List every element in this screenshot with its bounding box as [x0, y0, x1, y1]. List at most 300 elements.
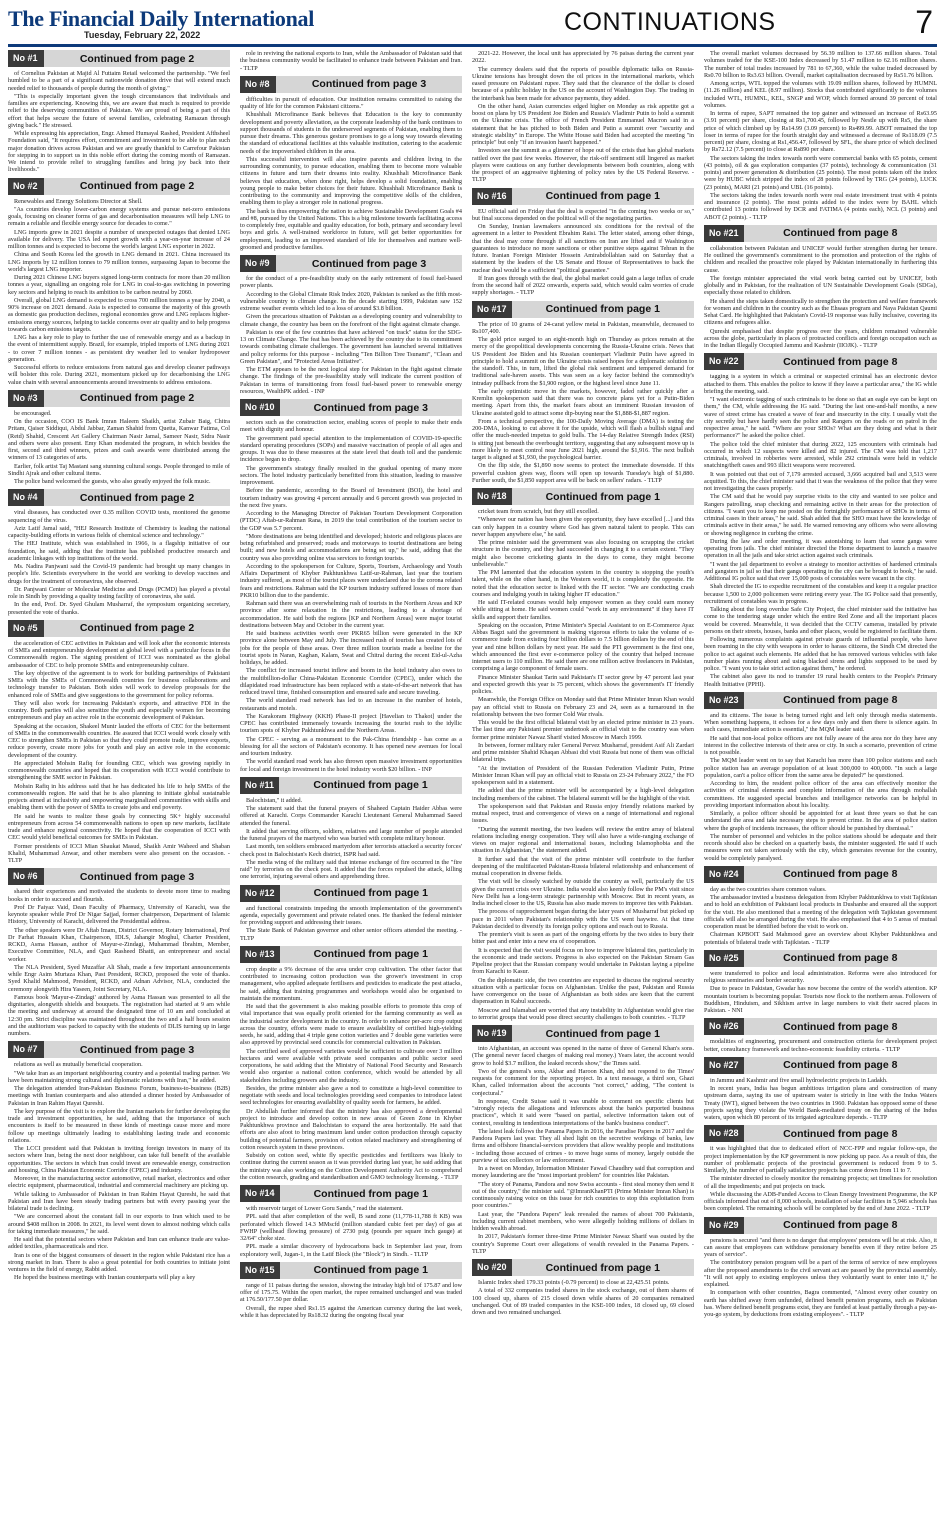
article-paragraph: "This is especially important given the tough circumstances that individuals and families are experiencing. Knowing this, we are aware that much is required to provide relief to the deserving communities of Pakistan. We are proud of being a part of this effort that helps secure the future of several families, celebrating Ramazan through giving back." He stressed. — [8, 92, 230, 129]
article-body — [240, 275, 462, 395]
article-header — [240, 946, 462, 963]
article-paragraph: The latest leak follows the Panama Papers in 2016, the Paradise Papers in 2017 and the Pandora Papers last year. They all shed light on the secretive workings of banks, law firms and offshore financial-services providers that allow wealthy people and institutions - including those accused of crimes - to move huge sums of money, largely outside the purview of tax collectors or law enforcement. — [472, 1127, 694, 1164]
article-paragraph: The LCCI president said that Pakistan is inviting foreign investors in many of its sectors where Iran, being the next door neighbour, can take full benefit of the available opportunities. The sectors in which Iran could invest are renewable energy, construction and housing, China Pakistan Economic Corridor (CPEC) and industry. — [8, 1145, 230, 1174]
article — [704, 50, 937, 221]
article-header — [704, 866, 937, 883]
continuation-kicker: Continued from page 1 — [545, 490, 660, 503]
article-paragraph: During the law and order meeting, it was astonishing to learn that some gangs were operating from jails. The chief minister directed the Home department to launch a massive operation in all the jails and take strict action against such criminals. — [704, 537, 937, 560]
article-number-badge: No #26 — [704, 1018, 744, 1035]
article-paragraph: Among scrips, WTL topped the volumes with 19.09 million shares, followed by HUMNL (11.26 million) and KEL (8.97 million). Stocks that contributed significantly to the volumes included WTL, HUMNL, KEL, SNGP and WOP, which formed around 39 percent of total volumes. — [704, 80, 937, 109]
article-paragraph: Former presidents of ICCI Mian Shaukat Masud, Shaikh Amir Waheed and Shaban Khalid, Muhammad Anwar, and other members were also present on the occasion. - TLTP — [8, 842, 230, 864]
article-paragraph: The minister directed to closely monitor the remaining projects; set timelines for resolution of all the impediments; and put projects on track. — [704, 1175, 937, 1190]
article — [472, 488, 694, 1021]
article-header — [472, 1025, 694, 1042]
page-number: 7 — [915, 4, 933, 40]
article-paragraph: in Jammu and Kashmir and five small hydroelectric projects in Ladakh. — [710, 1076, 888, 1084]
article-paragraph: Khushhali Microfinance Bank believes that Education is the key to community development and poverty alleviation, as the corporate leadership of the bank continues to support thousands of students in the underserved segments of Pakistan, enabling them to pursue their dreams. This generous gesture promises to go a long way towards elevating the standard of educational facilities at this valuable institution, catering to the academic needs of the impoverished children in the area. — [240, 111, 462, 155]
article-paragraph: Two of the general's sons, Akbar and Haroon Khan, did not respond to the Times' requests for comment for the reporting project. In a text message, a third son, Ghazi Khan, called information about the accounts "not correct," adding, "The content is conjectural." — [472, 1067, 694, 1097]
article-number-badge: No #17 — [472, 301, 512, 318]
article-paragraph: China and South Korea led the growth in LNG demand in 2021. China increased its LNG imports by 12 million tonnes to 79 million tonnes, surpassing Japan to become the world's largest LNG importer. — [8, 251, 230, 273]
article — [240, 777, 462, 881]
article-paragraph: Famous book 'Mayur-e-Zindagi' authored by Asma Hassan was presented to all the dignitaries, alongwith shields and bouquets. The registration had started at 9 am while the meeting and underway at around the designated time of 10 am and concluded at 12:30 pm. Strict discipline was maintained throughout the two and a half hours session and the auditorium was packed to capacity with the students of DLIS turning up in large numbers. — [8, 993, 230, 1037]
article-body — [704, 1145, 937, 1212]
article-paragraph: The visit will be closely watched by outside the country as well, particularly the US given the current crisis over Ukraine. India would also keenly follow the PM's visit since New Delhi has a long-term strategic partnership with Moscow. But in recent years, as India inched closer to the US, Russia has also made moves to improve ties with Pakistan. — [472, 878, 694, 907]
article — [8, 50, 230, 174]
article-paragraph: The police told the chief minister that during 2022, 125 encounters with criminals had occurred in which 12 suspects were killed and 82 injured. The CM was told that 1,217 criminals, involved in robberies were arrested, while 292 criminals were held in vehicle snatching/theft cases and 993 illicit weapons were recovered. — [704, 440, 937, 470]
article-paragraph: The bank is thus empowering the nation to achieve Sustainable Development Goals #4 and #8, pursued by the United Nations. This is a big milestone towards facilitating access to completely free, equitable and quality education, for both, primary and secondary level boys and girls. A well-trained workforce in future, will get better opportunities for employment, leading to an improved standard of life for themselves and nurture well-groomed and productive families. — [240, 207, 462, 251]
article-paragraph: According to the Managing Director of Pakistan Tourism Development Corporation (PTDC) Aftab-ur-Rahman Rana, in 2019 the total contribution of the tourism sector to the GDP was 5.7 percent. — [240, 510, 462, 532]
article-paragraph: The ETM appears to be the next logical step for Pakistan in the fight against climate change. The findings of the pre-feasibility study will indicate the current position of Pakistan in terms of transitioning from fossil fuel-based power to renewable energy resources, WealthPK added. - INP — [240, 366, 462, 395]
article-number-badge: No #24 — [704, 866, 744, 883]
article-paragraph: The CM said that he would pay surprise visits to the city and wanted to see police and Rangers patrolling, snap checking and remaining active in their areas for the protection of citizens. "I want you to keep me posted on the fortnightly performance of SHOs in terms of criminal cases in their areas," he said. Shah added that the SHO must have the knowledge of criminals active in their areas," he said. He warned removing any officers who were allowing or showing negligence in curbing the crime. — [704, 493, 937, 537]
article-paragraph: The government paid special attention to the implementation of COVID-19-specific standard operating procedures (SOPs) and massive vaccination of people of all ages and groups. It was due to these measures at the state level that death toll and the pandemic incidence began to drop. — [240, 434, 462, 464]
article-paragraph: According to the spokesperson for Culture, Sports, Tourism, Archaeology and Youth Affairs Department of Khyber Pakhtunkhwa Latif-ur-Rahman, last year the tourism industry suffered, as most of the tourist places were undeclared due to the corona related fears and restrictions. Rahman said the KP tourism industry suffered losses of more than PKR10 billion due to the pandemic. — [240, 562, 462, 599]
article-paragraph: The police band welcomed the guests, who also greatly enjoyed the folk music. — [14, 478, 211, 485]
continuation-kicker: Continued from page 3 — [311, 257, 427, 270]
article — [240, 1185, 462, 1258]
article-paragraph: for the conduct of a pre-feasibility study on the early retirement of fossil fuel-based power plants. — [240, 275, 462, 290]
article-number-badge: No #29 — [704, 1217, 744, 1234]
article-paragraph: The key purpose of the visit is to explore the Iranian markets for further developing the trade and investment opportunities, he said, adding that the importance of such encounters is itself to be measured in these kinds of meetings cause more and more follow up meetings ultimately leading to establishing lasting trade and economic relations. — [8, 1107, 230, 1144]
article-number-badge: No #2 — [8, 178, 44, 195]
article-paragraph: Dr Abdullah further informed that the ministry has also approved a developmental project to introduce and develop cotton in new areas of Green Zone in Khyber Pakhtunkhwa province and Balochistan to expand the area horizontally. He said that efforts are also afoot to bring maximum land under cotton production through capacity building of potential farmers, provision of cotton related machinery and strengthening of cotton research system in these provinces. — [240, 1107, 462, 1151]
article-paragraph: into Afghanistan, an account was opened in the name of three of General Khan's sons. (The general never faced charges of making real money.) Years later, the account would grow to hold $3.7 million, the leaked records show," the Times said. — [472, 1045, 694, 1067]
article-paragraph: sectors such as the construction sector, enabling scores of people to make their ends meet with dignity and honour. — [240, 419, 462, 434]
article-number-badge: No #7 — [8, 1041, 44, 1058]
article-paragraph: In response, Credit Suisse said it was unable to comment on specific clients but "strongly rejects the allegations and inferences about the bank's purported business practices", which it said were "based on partial, selective information taken out of context, resulting in tendentious interpretations of the bank's business conduct". — [472, 1097, 694, 1127]
article-paragraph: Overall, global LNG demand is expected to cross 700 million tonnes a year by 2040, a 90% increase on 2021 demand. Asia is expected to consume the majority of this growth as domestic gas production declines, regional economies grow and LNG replaces higher-emissions energy sources, helping to tackle concerns over air quality and to help progress towards carbon emissions targets. — [8, 296, 230, 333]
article-number-badge: No #1 — [8, 50, 44, 67]
continuation-kicker: Continued from page 3 — [313, 401, 428, 414]
article-paragraph: Chairman KPBOIT Said Mahmood gave an overview about Khyber Pakhtunkhwa and potentials of bilateral trade with Tajikistan. - TLTP — [704, 931, 937, 946]
article-body — [8, 509, 230, 616]
article-number-badge: No #11 — [240, 777, 279, 794]
article — [704, 1057, 937, 1122]
article-paragraph: Dr. Panjwani Center or Molecular Medicine and Drugs (PCMD) has played a pivotal role in Sindh by providing a quality testing facility of coronavirus, she said. — [8, 585, 230, 600]
article-paragraph: modalities of engineering, procurement and construction criteria for development project better, consultancy framework and techno-economic feasibility criteria. - TLTP — [704, 1038, 937, 1053]
continuation-kicker: Continued from page 1 — [313, 948, 428, 961]
article-paragraph: The NLA President, Syed Muzaffar Ali Shah, made a few important announcements while Engr Asim Murtaza Khan, Past President, RCKD, proposed the vote of thanks. Syed Khalid Mahmood, President, RCKD, and Adnan Advisor, NLA, conducted the ceremony alongwith Hira Yaseen, Joint Secretary, NLA. — [8, 963, 230, 993]
article-paragraph: Ms. Nadira Panjwani said the Covid-19 pandemic had brought up many changes in people's life. Scientists everywhere in the world are working to develop vaccines and drugs for the treatment of coronavirus, she observed. — [8, 563, 230, 585]
article-paragraph: It further said that the visit of the prime minister will contribute to the further deepening of the multifaceted Pakistan-Russia bilateral relationship and enhancement of mutual cooperation in diverse fields. — [472, 855, 694, 877]
article — [8, 620, 230, 865]
article-paragraph: were transferred to police and local administration. Reforms were also introduced for religious seminaries and border security. — [704, 969, 937, 984]
article-paragraph: On the diplomatic side, the two countries are expected to discuss the regional security situation with a particular focus on Afghanistan. Unlike the past, Pakistan and Russia have convergence on the issue of Afghanistan as both sides are keen that the current dispensation in Kabul succeeds. — [472, 976, 694, 1006]
continuation-kicker: Continued from page 8 — [783, 355, 898, 368]
article — [704, 225, 937, 350]
article-paragraph: range of 11 paisas during the session, showing the intraday high bid of 175.87 and low offer of 175.75. Within the open market, the rupee remained unchanged and was traded at 176.50/177.50 per dollar. — [240, 1281, 462, 1304]
article-body — [240, 419, 462, 773]
article-paragraph: He shared the steps taken domestically to strengthen the protection and welfare framework for women and children in the country such as the Ehsaas program and Naya Pakistan Qaumi Sehat Card. He highlighted that Pakistan's Covid-19 response was fully inclusive, covering its citizens and refugees alike. — [704, 297, 937, 327]
masthead — [8, 6, 937, 42]
article-paragraph: On Sunday, Iranian lawmakers announced six conditions for the revival of the agreement in a letter to President Ebrahim Raisi. The letter stated, among other things, that the deal may come through if all sanctions on Iran are lifted and if Washington guarantees to introduce no more sanctions or other punitive steps against Tehran in the future. Iranian Foreign Minister Hossein Amirabdollahian said on Saturday that a statement by the leaders of the US Senate and House of Representatives to back the nuclear deal would be a sufficient "political guarantee." — [472, 223, 694, 274]
article-paragraph: Besides, the prime minister also gave a nod to constitute a high-level committee to negotiate with seeds and local technologies providing seed companies to introduce latest seed technologies for ensuring availability of quality seeds for farmers, he added. — [240, 1084, 462, 1107]
article-paragraph: Talking about the long overdue Safe City Project, the chief minister said the initiative has come to the tendering stage under which the entire Red Zone and all the important places would be covered. Meanwhile, it was decided that the CCTV cameras, installed by private persons on their streets, houses, banks and other places, would be registered to facilitate them. — [704, 606, 937, 635]
article — [704, 1217, 937, 1319]
article-paragraph: The early optimistic move in the markets, however, faded rather quickly after a Kremlin spokesperson said that there was no concrete plans yet for a Putin-Biden meeting. Apart from this, the market fears about an imminent Russian invasion of Ukraine assisted gold to attract some dip-buying near the $1,888-$1,887 region. — [472, 387, 694, 417]
article-number-badge: No #14 — [240, 1185, 280, 1202]
article-paragraph: He hoped the business meetings with Iranian counterparts will play a key — [14, 1274, 196, 1282]
article-body — [704, 1038, 937, 1053]
article-header — [8, 868, 230, 885]
article-paragraph: of Cornelius Pakistan at Majid Al Futtaim Retail welcomed the partnership. "We feel humbled to be a part of a significant nationwide donation drive that will extend much needed relief to thousands of people during the month of giving." — [8, 70, 230, 92]
article-paragraph: The premier's visit is seen as part of the ongoing efforts by the two sides to bury their bitter past and enter into a new era of cooperation. — [472, 931, 694, 946]
article-paragraph: Balochistan," it added. — [246, 796, 303, 804]
article — [704, 1125, 937, 1212]
article-paragraph: The Karakoram Highway (KKH) Phase-II project [Havelian to Thakot] under the CPEC has contributed immensely towards increasing the tourist rush to the idyllic tourism spots of Khyber Pakhtunkhwa and the Northern Areas. — [240, 712, 462, 735]
article-paragraph: and functional constraints impeding the smooth implementation of the government's agenda, especially government and private related ones. He thanked the federal minister for providing support and addressing their issues. — [240, 904, 462, 926]
article-paragraph: viral diseases, has conducted over 0.35 million COVID tests, monitored the genome sequencing of the virus. — [8, 509, 230, 524]
article — [472, 1025, 694, 1255]
article-paragraph: "We are concerned about the constant fall in our exports to Iran which used to be around $408 million in 2008. In 2021, its level went down to almost nothing which calls for taking immediate measures," he said. — [8, 1213, 230, 1235]
article-header — [704, 1125, 937, 1142]
article-body — [240, 96, 462, 251]
article-paragraph: In comparison with other countries, Bagra commented, "Almost every other country on earth has shifted away from unfunded, defined benefit pension programs, such as Pakistan has. Where defined benefit programs exist, they are funded at least partially through a pay-as-you-go system, by deductions from existing employees". - TLTP — [704, 1289, 937, 1318]
article-paragraph: The world standard road network has led to an increase in the number of hotels, restaurants and motels. — [240, 697, 462, 712]
column-3 — [472, 50, 694, 1526]
article-paragraph: In terms of rupee, SAPT remained the top gainer and witnessed an increase of Rs63.95 (3.91 percent) per share, closing at Rs1,700.45, followed by Nestle up with Rs5, the share price of which climbed up by Rs14.99 (3.09 percent) to Rs499.99. ABOT remained the top loser in terms of rupee for the fourth straight day and witnessed a decrease of Rs118.09 (7.5 percent) per share, closing at Rs1,456.47, followed by SFL, the share price of which declined by Rs72.12 (7.5 percent) to close at Rs890 per share. — [704, 110, 937, 154]
article — [704, 353, 937, 688]
article-body — [704, 1077, 937, 1122]
article — [704, 950, 937, 1015]
article — [8, 178, 230, 386]
article-paragraph: Successful efforts to reduce emissions from natural gas and develop cleaner pathways will bolster this role. During 2021, momentum picked up for decarbonising the LNG value chain with several announcements around investments to address emissions. — [8, 364, 230, 386]
article-paragraph: Due to peace in Pakistan, Gwadar has now become the centre of the world's attention. KP mountain tourism is becoming popular. Tourists now flock to the northern areas. Followers of Buddhism, Hinduism, and Sikhism arrive in large numbers to visit their sacred places in Pakistan. - NNI — [704, 985, 937, 1014]
article-paragraph: The State Bank of Pakistan governor and other senior officers attended the meeting. - TLTP — [240, 927, 462, 942]
article — [472, 301, 694, 485]
article-header — [704, 225, 937, 242]
article-paragraph: LNG imports grew in 2021 despite a number of unexpected outages that denied LNG available for delivery. The USA led export growth with a year-on-year increase of 24 million tonnes and is expected to become the world's largest LNG exporter in 2022. — [8, 228, 230, 250]
article-number-badge: No #3 — [8, 390, 44, 407]
article-paragraph: Moscow and Islamabad are worried that any instability in Afghanistan would give rise to terrorist groups that would pose direct security challenges to both countries. - TLTP — [472, 1006, 694, 1021]
article-body — [472, 1045, 694, 1255]
article-paragraph: He said business activities worth over PKR65 billion were generated in the KP province alone between May and July. The increased rush of tourists has created lots of jobs for the people of these areas. Over three million tourists made a beeline for the tourist spots in Naran, Kaghan, Kalam, Swat and Chitral during the recent Eid-ul-Azha holidays, he added. — [240, 630, 462, 666]
article-number-badge: No #23 — [704, 692, 744, 709]
article-header — [704, 692, 937, 709]
article-paragraph: According to him, the resident police officer of the area can effectively monitor the activities of criminal elements and complete information of the area through mohallah committees. He suggested special branches and intelligence networks can be helpful in providing important information about his locality. — [704, 780, 937, 809]
article-paragraph: "We take Iran as an important neighbouring country and a potential trading partner. We have been maintaining strong cultural and diplomatic relations with Iran," he added. — [8, 1069, 230, 1084]
article — [240, 885, 462, 942]
article-number-badge: No #13 — [240, 946, 280, 963]
article-paragraph: He said he wants to realize these goals by connecting 5K+ highly successful entrepreneurs from across 54 commonwealth nations to open up new markets, facilitate trade and enhance regional connectivity. He hoped that the cooperation of ICCI with CEC would yield beneficial outcomes for SMEs in Pakistan. — [8, 812, 230, 842]
continuation-kicker: Continued from page 8 — [783, 227, 898, 240]
article-paragraph: The overall market volumes decreased by 56.39 million to 137.66 million shares. Total volumes traded for the KSE-100 Index decreased by 51.47 million to 62.16 million shares. The number of total trades increased by 781 to 67,360, while the value traded decreased by Rs0.70 billion to Rs3.63 billion. Overall, market capitalisation decreased by Rs51.76 billion. — [704, 50, 937, 79]
article-body — [472, 50, 694, 184]
continuation-kicker: Continued from page 2 — [79, 392, 195, 405]
article-paragraph: Earlier, folk artist Taj Mastani sang stunning cultural songs. People thronged to mile of Sindhi Ajrak and other cultural items. — [8, 462, 230, 477]
article-header — [704, 1018, 937, 1035]
masthead-rule — [8, 44, 937, 47]
article-number-badge: No #19 — [472, 1025, 512, 1042]
continuation-kicker: Continued from page 3 — [311, 78, 427, 91]
article-paragraph: This successful intervention will also inspire parents and children living in the surrounding community, to pursue education, enabling them to become more valuable citizens in future and turn their dreams into reality. Khushhali Microfinance Bank believes that education, when done right, helps develop a solid foundation, enabling young people to make better choices for their future. Khushhali Microfinance Bank is contributing to the community and improving the competitive skills of the children, enabling them to play a stronger role in national progress. — [240, 155, 462, 207]
article — [8, 390, 230, 486]
article — [704, 692, 937, 862]
article-header — [240, 399, 462, 416]
article-paragraph: Given the precarious situation of Pakistan as a developing country and vulnerability to climate change, the country has been on the forefront of the fight against climate change. — [240, 313, 462, 328]
continuation-kicker: Continued from page 1 — [313, 887, 428, 899]
article-paragraph: The price of 10 grams of 24-carat yellow metal in Pakistan, meanwhile, decreased to Rs107,400. — [472, 320, 694, 335]
article-paragraph: "I want the jail department to evolve a strategy to monitor activities of hardened criminals and gangsters in jail so that their gangs operating in the city can be brought to book," he said. Additional IG police said that over 15,000 posts of constables were vacant in the city. — [704, 560, 937, 582]
article-paragraph: In the end, Prof. Dr. Syed Ghulam Musharraf, the symposium organizing secretary, presented the vote of thanks. — [8, 601, 230, 616]
article-paragraph: Subsidy on cotton seed, white fly specific pesticides and fertilizers was likely to continue during the current season as it was provided during last year, he said adding that the ministry was also working on the Cotton Development Authority Act to comprehend the cotton research, grading and standardisation and GMO technology licensing. - TLTP — [240, 1152, 462, 1181]
article-paragraph: The prime minister said the government was also focusing on scrapping the cricket structure in the country, and they had succeeded in changing it to a certain extent. "They might also become cricketing giants in the days to come, they might become unbelievable." — [472, 539, 694, 568]
article-paragraph: While expressing his appreciation, Engr. Ahmed Humayal Rashed, President Afthsheel Foundation said, "It requires effort, commitment and investment to be able to plan such major donation drives across Pakistan and we are greatly thankful to Carrefour Pakistan for stepping in to support us in this noble effort during the coming month of Ramazan. We intend to provide relief to struggling families and bring joy back into their livelihoods." — [8, 130, 230, 174]
article-paragraph: The contributory pension program will be a part of the terms of service of new employees after the proposed amendments to the civil servant act are passed by the provincial assembly. "It will not apply to existing employees unless they voluntarily want to enter into it," he explained. — [704, 1259, 937, 1288]
article-paragraph: Last month, ten soldiers embraced martyrdom after terrorists attacked a security forces' check post in Balochistan's Kech district, ISPR had said. — [240, 843, 462, 858]
column-2 — [240, 50, 462, 1526]
article-paragraph: cricket team from scratch, but they still excelled. — [478, 508, 599, 515]
article-body — [240, 966, 462, 1181]
article-number-badge: No #4 — [8, 489, 44, 506]
article-paragraph: He said that the potential sectors where Pakistan and Iran can enhance trade are value-added textiles, pharmaceuticals and rice. — [8, 1236, 230, 1251]
article-paragraph: He said that non-local police officers are not fully aware of the area nor do they have any interest in the collective interests of their area or city. In such a scenario, prevention of crime is not possible. — [704, 734, 937, 756]
article-paragraph: In recent years, India has begun ambitious irrigation plans and construction of many upstream dams, saying its use of upstream water is strictly in line with the Indus Waters Treaty (IWT), signed between the two countries in 1960. Pakistan has opposed some of these projects saying they violate the World Bank-mediated treaty on the sharing of the Indus waters, upon which 80 percent of its irrigated agriculture depends. - TLTP — [704, 1085, 937, 1121]
column-4 — [704, 50, 937, 1526]
article-paragraph: The HEJ Institute, which was established in 1966, is a flagship initiative of our foundation, he said, adding that the institute has published productive research and academic linkages with top institutions of the world. — [8, 540, 230, 562]
article-paragraph: The MQM leader went on to say that Karachi has more than 100 police stations and each police station has an average population of at least 300,000 to 400,000. "In such a large population, can't a police officer from the same area be deputed?" he questioned. — [704, 757, 937, 779]
article-paragraph: From a technical perspective, the 100-Daily Moving Average (DMA) is testing the 200-DMA, looking to cut above it for the upside, which will flash a bullish signal and offer the much-needed impetus to gold bulls. The 14-day Relative Strength Index (RSI) is sitting just beneath the overbought territory, suggesting that any subsequent move up is more likely to meet control near June 2021 high, around the $1,916. The next bullish target is aligned at $1,930, the psychological barrier. — [472, 417, 694, 461]
article-paragraph: If Iran goes through with the deal, the global market could gain a large influx of crude from the second half of 2022 onwards, experts said, which would calm worries of crude supply shortages. - TLTP — [472, 274, 694, 297]
article-paragraph: A total of 332 companies traded shares in the stock exchange, out of them shares of 100 closed up, shares of 215 closed down while shares of 20 companies remained unchanged. Out of 89 traded companies in the KSE-100 index, 18 closed up, 69 closed down and two remained unchanged. — [472, 1287, 694, 1316]
article-number-badge: No #8 — [240, 76, 276, 93]
section-title: CONTINUATIONS — [564, 8, 776, 36]
article-header — [8, 1041, 230, 1058]
article-paragraph: Shah directed the IG to expedite recruitment of the constables and keep it a regular practice because 1,500 to 2,000 policemen were retiring every year. The IG Police said that presently, recruitment of constables was in progress. — [704, 583, 937, 605]
article-header — [472, 488, 694, 505]
article — [240, 255, 462, 395]
article-header — [704, 1057, 937, 1074]
article-number-badge: No #10 — [240, 399, 280, 416]
article — [8, 1041, 230, 1281]
article-body — [704, 50, 937, 221]
article-paragraph: "More destinations are being identified and developed; historic and religious places are being refurbished and preserved; roads and motorways to tourist destinations are being built; and new hotels and accommodations are being set up," he said, adding that the country was also providing online visa services to foreign tourists. — [240, 532, 462, 562]
article-paragraph: It was pointed out that out of 7,179 arrested accused, 3,666 acquired bail and 3,513 were acquitted. To this, the chief minister said that it was the weakness of the police that they were not investigating the cases properly. — [704, 470, 937, 492]
article-header — [472, 188, 694, 205]
article-number-badge: No #6 — [8, 868, 44, 885]
article-header — [472, 1259, 694, 1276]
article-header — [240, 885, 462, 902]
article-paragraph: On the flip side, the $1,890 now seems to protect the immediate downside. If this powerful cushion gives way, floors will open up towards Tuesday's high of $1,880. Further south, the $1,850 support area will be back on sellers' radars. - TLTP — [472, 462, 694, 484]
article-paragraph: Speaking at the occasion, Shakeel Munir lauded the efforts of CEC for the betterment of SMEs in the commonwealth countries. He assured that ICCI would work closely with CEC to strengthen SMEs in Pakistan so that they could promote trade, improve exports, reduce poverty, create more jobs for youth and play an active role in the economic development of the country. — [8, 722, 230, 759]
article-paragraph: It is expected that the visit would focus on how to improve bilateral ties, particularly in the economic and trade sectors. Progress is also expected on the Pakistan Stream Gas Pipeline project that the Russian company would undertake in Pakistan laying a pipeline from Karachi to Kasur. — [472, 946, 694, 976]
article-paragraph: On the other hand, Asian currencies edged higher on Monday as risk appetite got a boost on plans by US President Joe Biden and Russia's Vladimir Putin to hold a summit on the Ukraine crisis. The office of French President Emmanuel Macron said in a statement that he has pitched to both Biden and Putin a summit over "security and strategic stability" in Europe. The White House said Biden had accepted the meeting "in principle" but only "if an invasion hasn't happened." — [472, 102, 694, 146]
article-body — [240, 905, 462, 942]
continuation-kicker: Continued from page 1 — [545, 1261, 660, 1274]
article — [704, 1018, 937, 1053]
article-paragraph: the acceleration of CEC activities in Pakistan and will look after the economic interests of SMEs and entrepreneurship development at global level with a particular focus in the Commonwealth region. The signing president of ICCI was nominated as the global ambassador of CEC to help promote SMEs and entrepreneurship culture. — [8, 639, 230, 669]
article-paragraph: difficulties in pursuit of education. Our institution remains committed to raising the quality of life for the common Pakistani citizens." — [240, 95, 462, 110]
continuation-kicker: Continued from page 8 — [783, 1127, 898, 1140]
article-body — [8, 888, 230, 1037]
article-paragraph: "I want electronic tagging of such criminals to be done so that an eagle eye can be kept on them," the CM, while addressing the IG said. "During the last one-and-half months, a new wave of street crime has created a wave of fear and insecurity in the city. I usually visit the city secretly but have hardly seen the police and Rangers on the roads or on patrol in the respective areas," he said. "Where are your SHOs? What are they doing and what is their performance?" he asked the police chief. — [704, 396, 937, 440]
article-body — [240, 1205, 462, 1258]
article-paragraph: Investors see the summit as a glimmer of hope out of the crisis that has global markets rattled over the past few weeks. However, the risk-off sentiment still lingered as market players were cautious on any further developments between both countries, along with the prospect of an aggressive tightening of policy rates by the US Federal Reserve. - TLTP — [472, 147, 694, 184]
article — [240, 50, 462, 72]
article-paragraph: The spokesperson said that Pakistan and Russia enjoy friendly relations marked by mutual respect, trust and convergence of views on a range of international and regional issues. — [472, 802, 694, 825]
article-paragraph: The sectors taking the index towards north were real estate investment trust with 4 points and insurance (2 points). The most points added to the index were by BAHL which contributed 13 points followed by DCR and FATIMA (4 points each), NCL (3 points) and ABOT (2 points). - TLTP — [704, 191, 937, 221]
continuation-kicker: Continued from page 1 — [545, 1027, 660, 1040]
continuation-kicker: Continued from page 8 — [783, 694, 898, 707]
article-body — [472, 208, 694, 297]
article-number-badge: No #15 — [240, 1262, 280, 1279]
article-paragraph: While discussing the ADB-Funded Access to Clean Energy Investment Programme, the KP officials informed that out of 8,000 schools, installation of solar facilities in 5,946 schools has been completed. The remaining schools will be completed by the end of June 2022. - TLTP — [704, 1190, 937, 1213]
continuation-kicker: Continued from page 1 — [313, 1187, 428, 1200]
continuation-kicker: Continued from page 2 — [79, 491, 195, 504]
article-number-badge: No #5 — [8, 620, 44, 637]
article-paragraph: day as the two countries share common values. — [710, 885, 827, 893]
article-paragraph: Before the pandemic, according to the Board of Investment (BOI), the hotel and tourism industry was growing 4 percent annually and 6 percent growth was projected in the next five years. — [240, 487, 462, 509]
article-paragraph: relations as well as mutually beneficial cooperation. — [14, 1061, 143, 1069]
article-header — [240, 777, 462, 794]
article-paragraph: it was highlighted that due to dedicated effort of NCC-FPP and regular follow-ups, the project implementation by the KP government is now picking up pace. As a result of this, the number of problematic projects of the provincial government is reduced from 9 to 5. Similarly, the number of partially satisfactory projects has come down from 11 to 7. — [704, 1145, 937, 1174]
article-paragraph: The foreign minister appreciated the vital work being carried out by UNICEF, both globally and in Pakistan, for the realization of UN Sustainable Development Goals (SDGs), especially those related to children. — [704, 274, 937, 297]
article-header — [8, 178, 230, 195]
article-paragraph: Mohsin Rafiq in his address said that he has dedicated his life to help SMEs of the commonwealth region. He said that he is also planning to initiate global sustainable projects aimed at inclusivity and empowering marginalized communities with skills and enabling them with the power of SMEs to create jobs and end poverty. — [8, 782, 230, 812]
article-number-badge: No #27 — [704, 1057, 744, 1074]
article-body — [704, 245, 937, 350]
article-header — [240, 255, 462, 272]
article-number-badge: No #28 — [704, 1125, 744, 1142]
continuation-kicker: Continued from page 1 — [545, 303, 660, 315]
article-body — [704, 712, 937, 862]
article — [472, 50, 694, 184]
article-paragraph: According to the Global Climate Risk Index 2020, Pakistan is ranked as the fifth most-vulnerable country to climate change. In the decade starting 1999, Pakistan saw 152 extreme weather events which led to a loss of around $3.8 billion. — [240, 290, 462, 312]
article-number-badge: No #12 — [240, 885, 280, 902]
article-paragraph: Rahman said there was an overwhelming rush of tourists in the Northern Areas and KP province after some relaxation in the restrictions, leading to a shortage of accommodation. He said both the regions [KP and Northern Areas] were major tourist destinations between May and October in the current year. — [240, 600, 462, 629]
article-paragraph: tagging is a system in which a criminal or suspected criminal has an electronic device attached to them. This enables the police to know if they leave a particular area," the IG while briefing the meeting, said. — [704, 373, 937, 395]
article-body — [8, 640, 230, 865]
article-header — [240, 76, 462, 93]
article-paragraph: In between, former military ruler General Pervez Musharraf, president Asif Ali Zardari and prime minister Shahid Khaqan Abbasi did visit Russia but none of them was official bilateral trips. — [472, 741, 694, 764]
article-paragraph: Overall, the rupee shed Rs1.15 against the American currency during the last week, while it has depreciated by Rs18.32 during the ongoing fiscal year — [240, 1304, 462, 1319]
article-paragraph: He said that the government is also making possible efforts to promote this crop of vital importance that was equally profit oriented for the farming community as well as the industrial sector development in the country. In order to enhance per-acre crop output across the country, efforts were made to ensure availability of certified high-yielding seeds, he said, adding that 4 triple gene cotton varieties and 7 double gene varieties were also approved by provincial seed councils for commercial cultivation in Pakistan. — [240, 1003, 462, 1047]
article-body — [472, 508, 694, 1021]
continuation-kicker: Continued from page 3 — [79, 870, 195, 883]
article-number-badge: No #22 — [704, 353, 744, 370]
article — [472, 188, 694, 297]
article-paragraph: Aziz Latif Jamal said, "HEJ Research Institute of Chemistry is leading the national capacity-building efforts in various fields of chemical science and technology." — [8, 524, 230, 539]
column-1 — [8, 50, 230, 1526]
article-paragraph: LNG has a key role to play to further the use of renewable energy and as a backup in the event of intermittent supply. Brazil, for example, tripled imports of LNG during 2021 - to cover 7 million tonnes - as persistent dry weather led to weaker hydropower generation. — [8, 334, 230, 363]
article-body — [8, 1061, 230, 1281]
article-paragraph: "As countries develop lower-carbon energy systems and pursue net-zero emissions goals, focusing on cleaner forms of gas and decarbonisation measures will help LNG to remain a reliable and flexible energy source for decades to come." — [8, 205, 230, 228]
article-paragraph: The number of personnel and vehicles in the police stations should be adequate and their records should also be checked on a quarterly basis, the minister suggested. He said if such measures were not taken seriously with the city, which generates revenue for the country, would be completely paralysed. — [704, 832, 937, 862]
article-body — [8, 198, 230, 386]
article — [240, 1262, 462, 1319]
article-paragraph: Last year, the "Pandora Papers" leak revealed the names of about 700 Pakistanis, including current cabinet members, who were allegedly holding millions of dollars in hidden wealth abroad. — [472, 1210, 694, 1232]
article-body — [704, 886, 937, 946]
continuation-kicker: Continued from page 8 — [783, 1219, 898, 1231]
continuation-kicker: Continued from page 8 — [783, 1059, 898, 1072]
article-header — [240, 1262, 462, 1279]
article-number-badge: No #25 — [704, 950, 744, 967]
article-paragraph: Moreover, in the manufacturing sector automotive, retail market, electronics and other electric equipment, pharmaceutical, industrial and commercial machinery are picking up. — [8, 1175, 230, 1190]
article-paragraph: It added that serving officers, soldiers, relatives and large number of people attended the funeral prayers of the martyred who was buried with complete military honour. — [240, 827, 462, 842]
article-body — [8, 410, 230, 486]
article-paragraph: The certified seed of approved varieties would be sufficient to cultivate over 3 million hectares and were available with private seed companies and public sector seed corporations, he said adding that the Ministry of National Food Security and Research would also organise a national cotton conference, which would be attended by all stakeholders including growers and the industry. — [240, 1047, 462, 1084]
article-body — [240, 797, 462, 881]
issue-date: Tuesday, February 22, 2022 — [84, 30, 201, 40]
continuation-kicker: Continued from page 2 — [79, 622, 195, 635]
article — [240, 76, 462, 251]
article-paragraph: The delegation attended Iran-Pakistan Business Forum, business-to-business (B2B) meetings with Iranian counterparts and also attended a dinner hosted by Ambassador of Pakistan in Iran Rahim Hayat Qureshi. — [8, 1085, 230, 1107]
article-paragraph: In 2017, Pakistan's former three-time Prime Minister Nawaz Sharif was ousted by the country's Supreme Court over allegations of wealth revealed in the Panama Papers. - TLTP — [472, 1233, 694, 1255]
article-header — [8, 620, 230, 637]
article-paragraph: The gold price surged to an eight-month high on Thursday as prices remain at the mercy of the geopolitical developments concerning the Russia-Ukraine crisis. News that US President Joe Biden and his Russian counterpart Vladimir Putin have agreed in principle to hold a summit on the Ukraine crisis raised hopes for a diplomatic solution to the standoff. This, in turn, lifted the global risk sentiment and tempered demand for traditional safe-haven assets. This was seen as a key factor behind the commodity's intraday pullback from the $1,900 region, or the highest level since June 11. — [472, 336, 694, 387]
article-paragraph: He said IT-related courses would help empower women as they could earn money while sitting at home. He said women could "work in any environment" if they have IT skills and support their families. — [472, 599, 694, 621]
article — [472, 1259, 694, 1316]
continuation-kicker: Continued from page 8 — [783, 1020, 898, 1033]
article-paragraph: PPL said that after completion of the well, B sand zone (11,778-11,788 ft KB) was perforated which flowed 14.3 MMscfd (million standard cubic feet per day) of gas at FWHP (wellhead flowing pressure) of 2730 psig (pounds per square inch gauge) at 32/64" choke size. — [240, 1213, 462, 1242]
article — [704, 866, 937, 946]
article-number-badge: No #21 — [704, 225, 744, 242]
article-paragraph: The currency dealers said that the reports of possible diplomatic talks on Russia-Ukraine tensions has brought down the oil prices in the international markets, which eased pressure on Pakistani rupee. They said that the clearance of the dollar is closed because of a public holiday in the US on the account of Washington Day. The trading in the interbank has been made for advance payments, they added. — [472, 65, 694, 102]
article-paragraph: He appreciated Mohsin Rafiq for founding CEC, which was growing rapidly in commonwealth countries and hoped that its cooperation with ICCI would contribute to strengthening the SME sector in Pakistan. — [8, 759, 230, 782]
article-paragraph: The cabinet also gave its nod to transfer 19 rural health centers to the People's Primary Health Initiative (PPHI). — [704, 673, 937, 688]
article-paragraph: "Whenever our nation has been given the opportunity, they have excelled [...] and this can only happen in a country where God has given natural talent to people. This can never happen anywhere else," he said. — [472, 516, 694, 538]
article-paragraph: Similarly, a police officer should be appointed for at least three years so that he can understand the area and take necessary steps to prevent crime. In the area of police station where the graph of incidents increases, the officer should be punished by dismissal." — [704, 810, 937, 832]
continuation-kicker: Continued from page 3 — [79, 1043, 195, 1056]
article — [8, 868, 230, 1037]
article-paragraph: Finance Minister Shaukat Tarin said Pakistan's IT sector grew by 47 percent last year and expected growth this year is 75 percent, which shows the government's IT friendly policies. — [472, 673, 694, 695]
article-body — [240, 1282, 462, 1319]
article-paragraph: Following numerous complaints against private guards of influential people, who have been roaming in the city with weapons in order to harass citizens, the Sindh CM directed the police to act against such elements. He added that he has removed various vehicles with fake number plates running about and using blacked sirens and lights supposed to be used by police. "I want you to take strict action against them," he ordered. — [704, 636, 937, 672]
article-header — [8, 50, 230, 67]
article-paragraph: The sectors taking the index towards north were commercial banks with 65 points, cement (43 points), oil & gas exploration companies (37 points), technology & communication (31 points) and power generation & distribution (25 points). The most points taken off the index were by HUBC which stripped the index of 28 points followed by TRG (24 points), LUCK (23 points), MARI (21 points) and UBL (16 points). — [704, 154, 937, 191]
article-paragraph: "During the summit meeting, the two leaders will review the entire array of bilateral relations including energy cooperation. They will also have a wide-ranging exchange of views on major regional and international issues, including Islamophobia and the situation in Afghanistan," the statement added. — [472, 825, 694, 855]
article-paragraph: role in reviving the national exports to Iran, while the Ambassador of Pakistan said that the business community would be facilitated to enhance trade between Pakistan and Iran. - TLTP — [240, 50, 462, 72]
article-paragraph: The ambassador invited a business delegation from Khyber Pakhtunkhwa to visit Tajikistan and to hold an exhibition of Pakistani local products in Dushanbe and ensured all the support for the visit. He also mentioned that a meeting of the delegation with Tajikistan government officials will also be arranged during the visit. He also emphasised that 4 to 5 areas of mutual cooperation must be identified before the visit to work on. — [704, 894, 937, 930]
article-header — [240, 1185, 462, 1202]
publication-logo: The Financial Daily International — [8, 6, 315, 31]
article-paragraph: While talking to Ambassador of Pakistan in Iran Rahim Hayat Qureshi, he said that Pakistan and Iran have been steady trading partners but with every passing year the bilateral trade is declining. — [8, 1190, 230, 1212]
article-body — [472, 1279, 694, 1316]
article-paragraph: This would be the first official bilateral visit by an elected prime minister in 23 years. The last time any Pakistani premier undertook an official visit to the country was when former prime minister Nawaz Sharif visited Moscow in March 1999. — [472, 719, 694, 741]
article-paragraph: Iran is one of the biggest consumers of dessert in the region while Pakistani rice has a strong market in Iran. There is also a great potential for both countries to initiate joint ventures in the field of energy, Rabbi added. — [8, 1251, 230, 1273]
article-number-badge: No #16 — [472, 188, 512, 205]
article-header — [704, 353, 937, 370]
continuation-kicker: Continued from page 2 — [79, 52, 195, 65]
article-number-badge: No #9 — [240, 255, 276, 272]
article-body — [704, 373, 937, 688]
article-paragraph: The government's strategy finally resulted in the gradual opening of many more sectors. The hotel industry particularly benefitted from this situation, leading to massive improvement. — [240, 464, 462, 486]
article-paragraph: "At the invitation of President of the Russian Federation Vladimir Putin, Prime Minister Imran Khan will pay an official visit to Russia on 23-24 February 2022," the FO spokesperson said in a statement. — [472, 764, 694, 786]
article-header — [704, 950, 937, 967]
article-paragraph: The statement said that the funeral prayers of Shaheed Captain Haider Abbas were offered at Karachi. Corps Commander Karachi Lieutenant General Muhammad Saeed attended the funeral. — [240, 805, 462, 827]
article-paragraph: "The story of Panama, Pandora and now Swiss accounts - first steal money then send it out of the country," the minister said. "@ImranKhanPTI (Prime Minister Imran Khan) is continuously raising voice on this issue for rich countries to stop this exploitation from poor countries." — [472, 1180, 694, 1210]
article-paragraph: He added that the prime minister will be accompanied by a high-level delegation including members of the cabinet. The bilateral summit will be the highlight of the visit. — [472, 787, 694, 802]
article-paragraph: The process of rapprochement began during the later years of Musharraf but picked up pace in 2011 when Pakistan's relationship with the US went haywire. At that time Pakistan decided to diversify its foreign policy options and reach out to Russia. — [472, 908, 694, 930]
article-paragraph: collaboration between Pakistan and UNICEF would further strengthen during her tenure. He outlined the government's commitment to the promotion and protection of the rights of children and recalled the proactive role played by Pakistan internationally in furthering this cause. — [704, 244, 937, 274]
article-paragraph: The media wing of the military said that intense exchange of fire occurred in the "fire raid" by terrorists on the check post. It added that the forces repulsed the attack, killing one terrorist, injuring several others and apprehending three. — [240, 858, 462, 881]
continuation-kicker: Continued from page 2 — [79, 180, 195, 192]
article-body — [704, 1237, 937, 1319]
article-paragraph: The key objective of the agreement is to work for building partnerships of Pakistani SMEs with the SMEs of Commonwealth countries for business collaborations and technology transfer to Pakistan. Both sides will work to develop proposals for the enhanced role of SMEs and give suggestions to the government for policy reforms. — [8, 669, 230, 699]
article-paragraph: The PM lamented that the education system in the country is stopping the youth's talent, while on the other hand, in the Western world, it is completely the opposite. He noted that the education sector is linked with the IT sector. "We are conducting crash courses and indulging youth in taking higher IT education." — [472, 569, 694, 598]
article-paragraph: The other speakers were Dr Aftab Imam, District Governor, Rotary International, Prof Dr Farhat Hussain Khan, Chairperson, IDLS, Jahangir Moghul, Charter President, RCKD, Asma Hassan, author of Mayur-e-Zindagi, Muhammad Ibrahim, Member, Executive Committee, NLA, and Qazi Rasheed Bhatti, an entrepreneur and social worker. — [8, 926, 230, 963]
article-paragraph: crop despite a 9% decrease of the area under crop cultivation. The other factor that contributed to increasing cotton production was the grower's investment in crop management, who applied adequate fertilisers and pesticides to eradicate the pest attacks, he said, adding that training programmes and workshops would also be organised to maintain the momentum. — [240, 965, 462, 1002]
article-paragraph: be encouraged. — [14, 409, 52, 417]
article-paragraph: Islamic Index shed 179.33 points (-0.79 percent) to close at 22,425.51 points. — [478, 1279, 670, 1286]
continuation-kicker: Continued from page 8 — [783, 952, 898, 965]
article-paragraph: pensions is secured "and there is no danger that employees' pensions will be at risk. Also, it can assure that employees can withdraw pensionary benefits even if they retire before 25 years of service". — [704, 1236, 937, 1258]
continuation-kicker: Continued from page 1 — [545, 190, 660, 202]
article-paragraph: Prof Dr Faiyaz Vaid, Dean Faculty of Pharmacy, University of Karachi, was the keynote speaker while Prof Dr Nigar Sajjad, former chairperson, Department of Islamic History, University of Karachi, delivered the Presidential address. — [8, 903, 230, 926]
continuation-kicker: Continued from page 1 — [313, 1264, 428, 1277]
article-paragraph: with reservoir target of Lower Goru Sands," read the statement. — [246, 1205, 404, 1212]
article-body — [704, 970, 937, 1015]
